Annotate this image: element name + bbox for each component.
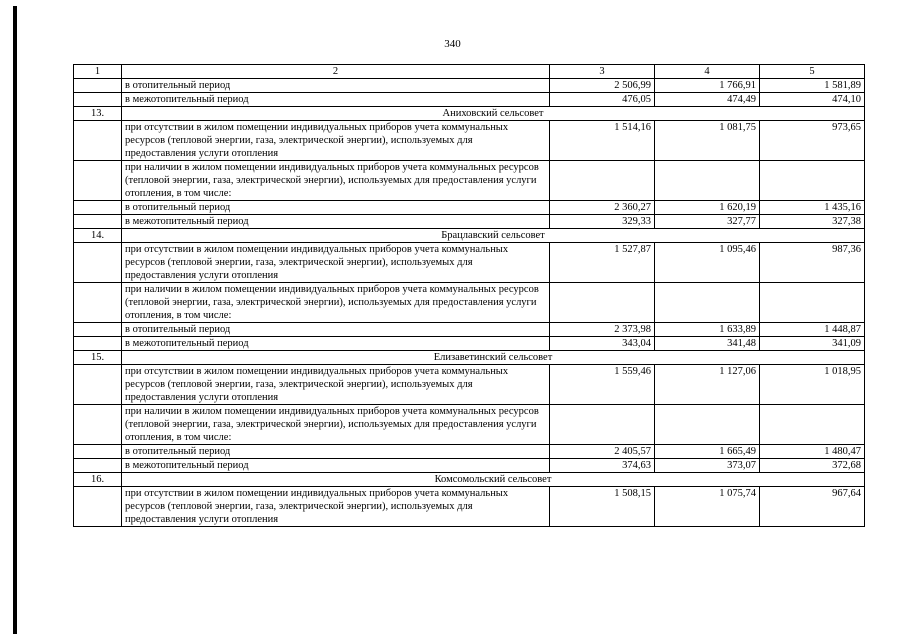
value-col-3: 343,04 — [550, 337, 655, 351]
value-col-3 — [550, 161, 655, 201]
value-col-5 — [760, 283, 865, 323]
value-col-5: 967,64 — [760, 487, 865, 527]
value-col-5: 327,38 — [760, 215, 865, 229]
value-col-3: 2 373,98 — [550, 323, 655, 337]
table-row — [74, 161, 865, 201]
table-row — [74, 445, 865, 459]
row-description: при наличии в жилом помещении индивидуальных приборов учета коммунальных ресурсов (тепловой энергии, газа, электрической энергии), используемых для предоставления услуги отопления, в том числе: — [122, 161, 550, 201]
settlement-name: Комсомольский сельсовет — [122, 473, 865, 487]
value-col-4: 1 665,49 — [655, 445, 760, 459]
section-row — [74, 351, 865, 365]
section-number: 15. — [74, 351, 122, 365]
settlement-name: Аниховский сельсовет — [122, 107, 865, 121]
row-number — [74, 201, 122, 215]
row-description: при наличии в жилом помещении индивидуальных приборов учета коммунальных ресурсов (тепловой энергии, газа, электрической энергии), используемых для предоставления услуги отопления, в том числе: — [122, 405, 550, 445]
value-col-4 — [655, 161, 760, 201]
row-description: при отсутствии в жилом помещении индивидуальных приборов учета коммунальных ресурсов (тепловой энергии, газа, электрической энергии), используемых для предоставления услуги отопления — [122, 121, 550, 161]
value-col-3 — [550, 283, 655, 323]
value-col-4: 1 095,46 — [655, 243, 760, 283]
value-col-4: 1 081,75 — [655, 121, 760, 161]
value-col-3: 2 360,27 — [550, 201, 655, 215]
value-col-5: 1 435,16 — [760, 201, 865, 215]
value-col-4: 1 620,19 — [655, 201, 760, 215]
row-number — [74, 215, 122, 229]
table-row — [74, 365, 865, 405]
value-col-3 — [550, 405, 655, 445]
value-col-3: 2 405,57 — [550, 445, 655, 459]
header-cell-2: 2 — [122, 65, 550, 79]
row-number — [74, 243, 122, 283]
row-number — [74, 337, 122, 351]
section-number: 13. — [74, 107, 122, 121]
row-description: в межотопительный период — [122, 215, 550, 229]
value-col-5: 1 018,95 — [760, 365, 865, 405]
table-row — [74, 121, 865, 161]
row-number — [74, 365, 122, 405]
row-description: в отопительный период — [122, 445, 550, 459]
table-row — [74, 215, 865, 229]
header-cell-3: 3 — [550, 65, 655, 79]
value-col-3: 329,33 — [550, 215, 655, 229]
row-description: при отсутствии в жилом помещении индивидуальных приборов учета коммунальных ресурсов (тепловой энергии, газа, электрической энергии), используемых для предоставления услуги отопления — [122, 487, 550, 527]
table-row — [74, 201, 865, 215]
value-col-5: 973,65 — [760, 121, 865, 161]
header-row — [74, 65, 865, 79]
value-col-5: 987,36 — [760, 243, 865, 283]
section-row — [74, 107, 865, 121]
value-col-5: 372,68 — [760, 459, 865, 473]
row-number — [74, 283, 122, 323]
section-row — [74, 229, 865, 243]
page-number: 340 — [444, 38, 461, 50]
value-col-3: 1 559,46 — [550, 365, 655, 405]
row-description: при наличии в жилом помещении индивидуальных приборов учета коммунальных ресурсов (тепловой энергии, газа, электрической энергии), используемых для предоставления услуги отопления, в том числе: — [122, 283, 550, 323]
row-description: при отсутствии в жилом помещении индивидуальных приборов учета коммунальных ресурсов (тепловой энергии, газа, электрической энергии), используемых для предоставления услуги отопления — [122, 243, 550, 283]
value-col-5: 1 480,47 — [760, 445, 865, 459]
header-cell-1: 1 — [74, 65, 122, 79]
section-number: 16. — [74, 473, 122, 487]
row-number — [74, 161, 122, 201]
section-number: 14. — [74, 229, 122, 243]
value-col-4: 341,48 — [655, 337, 760, 351]
value-col-5 — [760, 161, 865, 201]
row-number — [74, 445, 122, 459]
row-number — [74, 323, 122, 337]
value-col-4: 1 075,74 — [655, 487, 760, 527]
tariff-table-body — [74, 65, 865, 527]
table-row — [74, 283, 865, 323]
value-col-4: 474,49 — [655, 93, 760, 107]
value-col-3: 2 506,99 — [550, 79, 655, 93]
row-number — [74, 121, 122, 161]
row-description: в межотопительный период — [122, 93, 550, 107]
binding-bar — [13, 6, 17, 634]
value-col-4: 1 127,06 — [655, 365, 760, 405]
table-row — [74, 405, 865, 445]
value-col-4 — [655, 283, 760, 323]
value-col-4 — [655, 405, 760, 445]
value-col-3: 1 514,16 — [550, 121, 655, 161]
table-row — [74, 337, 865, 351]
table-row — [74, 487, 865, 527]
value-col-3: 476,05 — [550, 93, 655, 107]
value-col-5 — [760, 405, 865, 445]
value-col-4: 327,77 — [655, 215, 760, 229]
row-number — [74, 487, 122, 527]
table-row — [74, 459, 865, 473]
row-description: при отсутствии в жилом помещении индивидуальных приборов учета коммунальных ресурсов (тепловой энергии, газа, электрической энергии), используемых для предоставления услуги отопления — [122, 365, 550, 405]
row-description: в межотопительный период — [122, 337, 550, 351]
value-col-5: 341,09 — [760, 337, 865, 351]
section-row — [74, 473, 865, 487]
value-col-5: 1 448,87 — [760, 323, 865, 337]
settlement-name: Елизаветинский сельсовет — [122, 351, 865, 365]
value-col-4: 373,07 — [655, 459, 760, 473]
row-number — [74, 79, 122, 93]
row-description: в межотопительный период — [122, 459, 550, 473]
row-description: в отопительный период — [122, 79, 550, 93]
value-col-3: 1 527,87 — [550, 243, 655, 283]
header-cell-4: 4 — [655, 65, 760, 79]
table-row — [74, 243, 865, 283]
tariff-table — [73, 64, 865, 527]
value-col-5: 1 581,89 — [760, 79, 865, 93]
value-col-4: 1 766,91 — [655, 79, 760, 93]
header-cell-5: 5 — [760, 65, 865, 79]
table-row — [74, 323, 865, 337]
row-number — [74, 93, 122, 107]
value-col-4: 1 633,89 — [655, 323, 760, 337]
row-number — [74, 459, 122, 473]
table-row — [74, 93, 865, 107]
row-description: в отопительный период — [122, 323, 550, 337]
value-col-3: 374,63 — [550, 459, 655, 473]
settlement-name: Брацлавский сельсовет — [122, 229, 865, 243]
row-number — [74, 405, 122, 445]
value-col-5: 474,10 — [760, 93, 865, 107]
table-row — [74, 79, 865, 93]
value-col-3: 1 508,15 — [550, 487, 655, 527]
row-description: в отопительный период — [122, 201, 550, 215]
